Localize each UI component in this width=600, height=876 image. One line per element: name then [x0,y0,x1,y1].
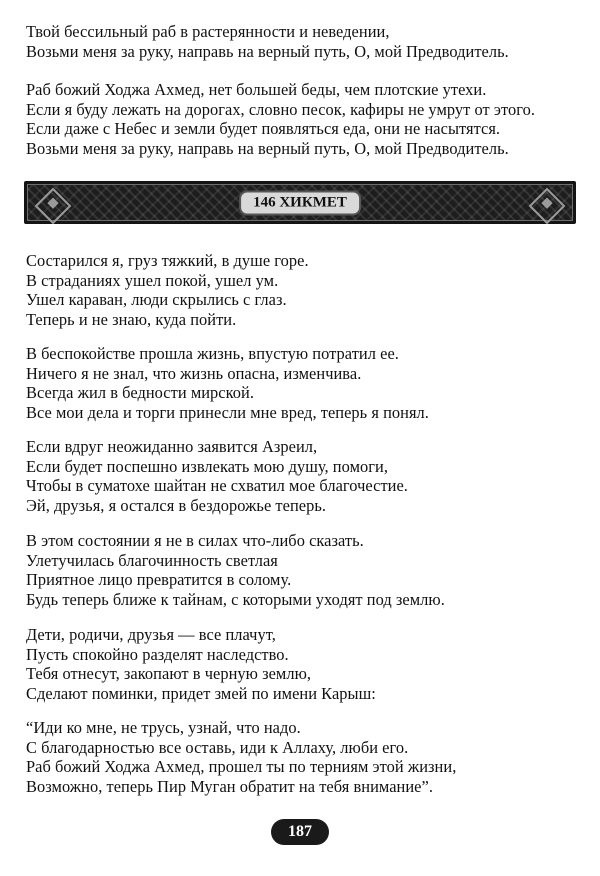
stanza-6 [26,531,586,609]
verse-line: В этом состоянии я не в силах что-либо сказать. [26,531,364,550]
verse-line: Будь теперь ближе к тайнам, с которыми уходят под землю. [26,589,445,609]
section-banner [24,181,576,224]
verse-line: Возьми меня за руку, направь на верный путь, О, мой Предводитель. [26,138,509,158]
verse-line: Сделают поминки, придет змей по имени Карыш: [26,683,376,703]
verse-line: Возможно, теперь Пир Муган обратит на тебя внимание”. [26,776,433,796]
verse-line: С благодарностью все оставь, иди к Аллаху, люби его. [26,737,409,757]
verse-line: Улетучилась благочинность светлая [26,550,278,570]
stanza-3 [26,251,586,329]
verse-line: Теперь и не знаю, куда пойти. [26,309,237,329]
section-title: 146 ХИКМЕТ [239,190,361,215]
verse-line: Состарился я, груз тяжкий, в душе горе. [26,251,309,270]
ornament-diamond-icon [529,188,566,224]
stanza-4 [26,344,586,422]
verse-line: Дети, родичи, друзья — все плачут, [26,625,276,644]
page-number: 187 [271,819,329,845]
verse-line: Тебя отнесут, закопают в черную землю, [26,664,312,684]
verse-line: Если даже с Небес и земли будет появляться еда, они не насытятся. [26,119,501,139]
verse-line: Ничего я не знал, что жизнь опасна, изменчива. [26,363,362,383]
verse-line: Эй, друзья, я остался в бездорожье теперь. [26,495,327,515]
verse-line: В страданиях ушел покой, ушел ум. [26,270,279,290]
verse-line: Приятное лицо превратится в солому. [26,570,292,590]
stanza-2 [26,80,586,158]
verse-line: Чтобы в суматохе шайтан не схватил мое благочестие. [26,476,408,496]
verse-line: Всегда жил в бедности мирской. [26,383,255,403]
verse-line: Если будет поспешно извлекать мою душу, помоги, [26,456,388,476]
verse-line: В беспокойстве прошла жизнь, впустую потратил ее. [26,344,399,363]
verse-line: Раб божий Ходжа Ахмед, прошел ты по терниям этой жизни, [26,757,457,777]
stanza-7 [26,625,586,703]
verse-line: Возьми меня за руку, направь на верный путь, О, мой Предводитель. [26,41,509,61]
verse-line: Если вдруг неожиданно заявится Азреил, [26,437,318,456]
verse-line: Если я буду лежать на дорогах, словно песок, кафиры не умрут от этого. [26,99,535,119]
stanza-5 [26,437,586,515]
verse-line: Все мои дела и торги принесли мне вред, теперь я понял. [26,402,429,422]
stanza-8 [26,718,586,796]
verse-line: Пусть спокойно разделят наследство. [26,644,289,664]
stanza-1 [26,22,586,61]
verse-line: “Иди ко мне, не трусь, узнай, что надо. [26,718,301,737]
verse-line: Раб божий Ходжа Ахмед, нет большей беды, чем плотские утехи. [26,80,487,99]
verse-line: Твой бессильный раб в растерянности и неведении, [26,22,390,41]
ornament-diamond-icon [35,188,72,224]
verse-line: Ушел караван, люди скрылись с глаз. [26,290,287,310]
